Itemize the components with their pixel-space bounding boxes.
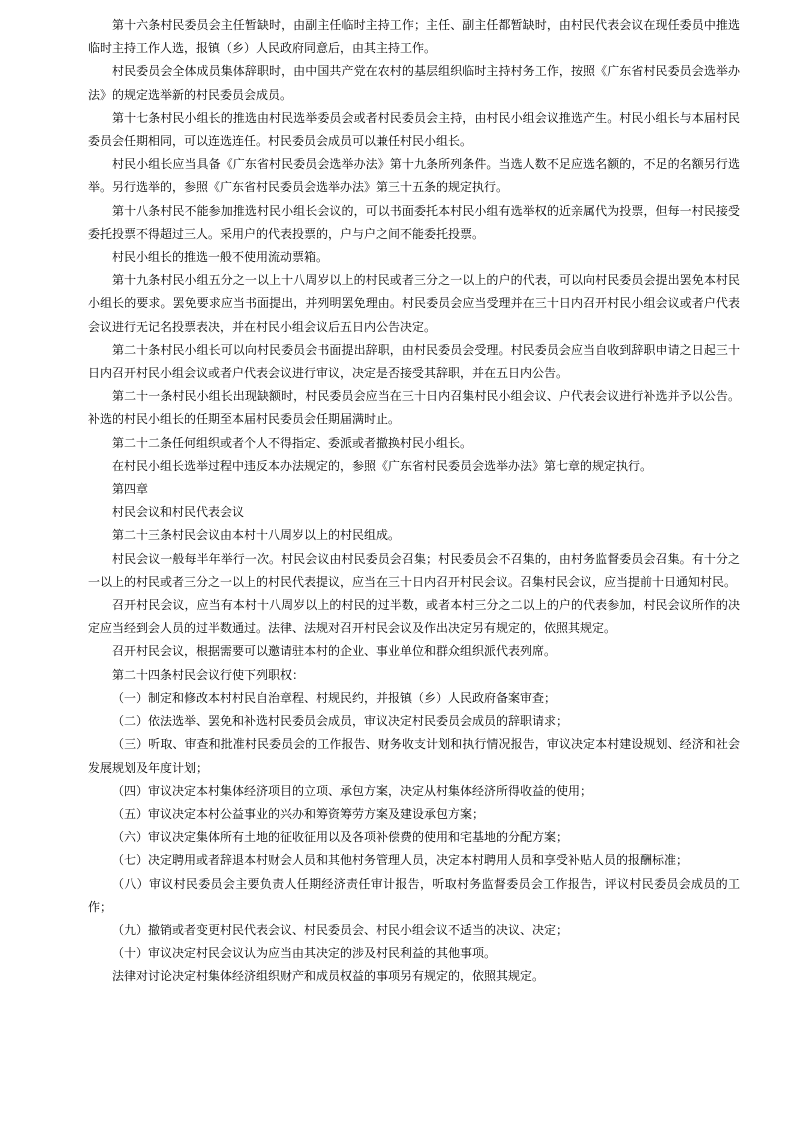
chapter-heading: 第四章 (112, 482, 149, 497)
power-item-3: （三）听取、审查和批准村民委员会的工作报告、财务收支计划和执行情况报告，审议决定本村建设规划、经济和社会发展规划及年度计划； (88, 737, 740, 775)
meeting-observers-paragraph: 召开村民会议，根据需要可以邀请驻本村的企业、事业单位和群众组织派代表列席。 (112, 644, 557, 659)
legal-exception-paragraph: 法律对讨论决定村集体经济组织财产和成员权益的事项另有规定的，依照其规定。 (112, 969, 545, 984)
group-leader-conditions-paragraph: 村民小组长应当具备《广东省村民委员会选举办法》第十九条所列条件。当选人数不足应选名额的，不足的名额另行选举。另行选举的，参照《广东省村民委员会选举办法》第三十五条的规定执行。 (88, 157, 740, 195)
power-item-2: （二）依法选举、罢免和补选村民委员会成员，审议决定村民委员会成员的辞职请求； (112, 714, 569, 729)
article-19-paragraph: 第十九条村民小组五分之一以上十八周岁以上的村民或者三分之一以上的户的代表，可以向村民委员会提出罢免本村民小组长的要求。罢免要求应当书面提出，并列明罢免理由。村民委员会应当受理并在三十日内召开村民小组会议或者户代表会议进行无记名投票表决，并在村民小组会议后五日内公告决定。 (88, 273, 740, 334)
article-23-paragraph: 第二十三条村民会议由本村十八周岁以上的村民组成。 (112, 528, 401, 543)
collective-resignation-paragraph: 村民委员会全体成员集体辞职时，由中国共产党在农村的基层组织临时主持村务工作，按照《广东省村民委员会选举办法》的规定选举新的村民委员会成员。 (88, 64, 740, 102)
power-item-4: （四）审议决定本村集体经济项目的立项、承包方案，决定从村集体经济所得收益的使用； (112, 783, 593, 798)
power-item-8: （八）审议村民委员会主要负责人任期经济责任审计报告，听取村务监督委员会工作报告，评议村民委员会成员的工作； (88, 876, 740, 914)
power-item-5: （五）审议决定本村公益事业的兴办和筹资筹劳方案及建设承包方案； (112, 806, 485, 821)
article-17-paragraph: 第十七条村民小组长的推选由村民选举委员会或者村民委员会主持，由村民小组会议推选产生。村民小组长与本届村民委员会任期相同，可以连选连任。村民委员会成员可以兼任村民小组长。 (88, 110, 740, 149)
mobile-ballot-box-paragraph: 村民小组长的推选一般不使用流动票箱。 (112, 250, 329, 265)
election-violation-paragraph: 在村民小组长选举过程中违反本办法规定的，参照《广东省村民委员会选举办法》第七章的规定执行。 (112, 458, 653, 473)
power-item-6: （六）审议决定集体所有土地的征收征用以及各项补偿费的使用和宅基地的分配方案； (112, 830, 569, 845)
article-21-paragraph: 第二十一条村民小组长出现缺额时，村民委员会应当在三十日内召集村民小组会议、户代表会议进行补选并予以公告。补选的村民小组长的任期至本届村民委员会任期届满时止。 (88, 389, 740, 427)
power-item-7: （七）决定聘用或者辞退本村财会人员和其他村务管理人员，决定本村聘用人员和享受补贴人员的报酬标准； (112, 853, 689, 868)
power-item-9: （九）撤销或者变更村民代表会议、村民委员会、村民小组会议不适当的决议、决定； (112, 922, 569, 937)
article-24-paragraph: 第二十四条村民会议行使下列职权： (112, 667, 305, 682)
chapter-title: 村民会议和村民代表会议 (112, 505, 245, 520)
meeting-quorum-paragraph: 召开村民会议，应当有本村十八周岁以上的村民的过半数，或者本村三分之二以上的户的代表参加，村民会议所作的决定应当经到会人员的过半数通过。法律、法规对召开村民会议及作出决定另有规定的，依照其规定。 (88, 598, 740, 636)
document-page (88, 14, 740, 989)
article-20-paragraph: 第二十条村民小组长可以向村民委员会书面提出辞职，由村民委员会受理。村民委员会应当自收到辞职申请之日起三十日内召开村民小组会议或者户代表会议进行审议，决定是否接受其辞职，并在五日内公告。 (88, 342, 740, 381)
article-22-paragraph: 第二十二条任何组织或者个人不得指定、委派或者撤换村民小组长。 (112, 435, 473, 450)
power-item-10: （十）审议决定村民会议认为应当由其决定的涉及村民利益的其他事项。 (112, 946, 497, 961)
article-18-paragraph: 第十八条村民不能参加推选村民小组长会议的，可以书面委托本村民小组有选举权的近亲属代为投票，但每一村民接受委托投票不得超过三人。采用户的代表投票的，户与户之间不能委托投票。 (88, 203, 740, 241)
power-item-1: （一）制定和修改本村村民自治章程、村规民约，并报镇（乡）人民政府备案审查； (112, 690, 557, 705)
article-16-paragraph: 第十六条村民委员会主任暂缺时，由副主任临时主持工作；主任、副主任都暂缺时，由村民代表会议在现任委员中推选临时主持工作人选，报镇（乡）人民政府同意后，由其主持工作。 (88, 18, 740, 56)
meeting-frequency-paragraph: 村民会议一般每半年举行一次。村民会议由村民委员会召集；村民委员会不召集的，由村务监督委员会召集。有十分之一以上的村民或者三分之一以上的村民代表提议，应当在三十日内召开村民会议。召集村民会议，应当提前十日通知村民。 (88, 551, 740, 589)
